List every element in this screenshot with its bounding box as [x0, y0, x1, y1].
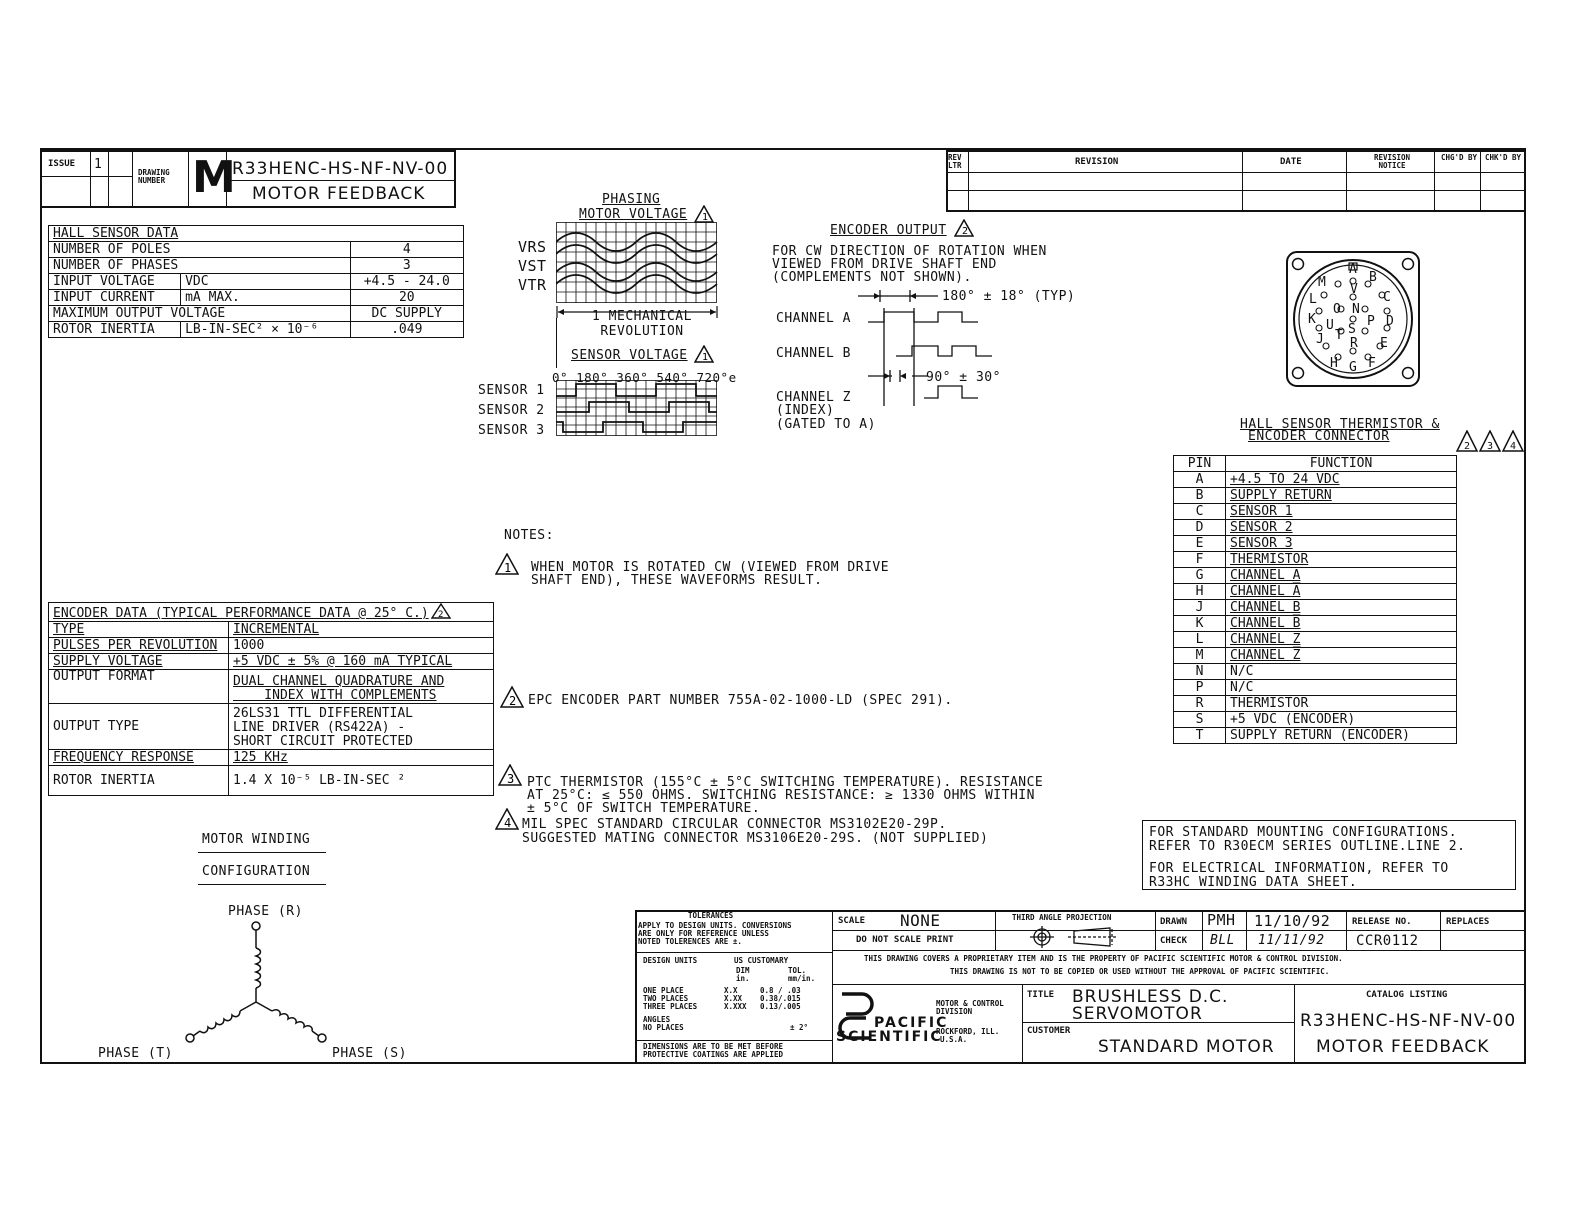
degree-scale: 0° 180° 360° 540° 720°e — [552, 370, 737, 385]
standard-note-2: REFER TO R30ECM SERIES OUTLINE.LINE 2. — [1149, 839, 1466, 854]
warning-icon — [954, 219, 974, 237]
hall-label: INPUT VOLTAGE — [49, 274, 181, 290]
vtr-label: VTR — [518, 276, 547, 294]
function-cell: SUPPLY RETURN — [1226, 488, 1457, 504]
function-cell: CHANNEL Z — [1226, 632, 1457, 648]
dimension-180: 180° ± 18° (TYP) — [942, 289, 1076, 304]
function-cell: CHANNEL B — [1226, 600, 1457, 616]
hall-label: MAXIMUM OUTPUT VOLTAGE — [49, 306, 351, 322]
third-angle-projection-icon — [1030, 926, 1122, 948]
svg-text:P: P — [1367, 314, 1375, 329]
mechanical-revolution-label: 1 MECHANICAL REVOLUTION — [592, 309, 692, 339]
design-units-label: DESIGN UNITS — [643, 956, 698, 965]
no-scale-label: DO NOT SCALE PRINT — [856, 935, 954, 945]
function-cell: N/C — [1226, 680, 1457, 696]
hall-value: DC SUPPLY — [350, 306, 463, 322]
date-header: DATE — [1280, 157, 1302, 167]
table-row — [1174, 728, 1457, 744]
check-by: BLL — [1210, 933, 1235, 948]
three-places-label: THREE PLACES — [643, 1002, 698, 1011]
svg-text:S: S — [1348, 322, 1356, 337]
table-row — [1174, 712, 1457, 728]
tol-angles: ± 2° — [790, 1023, 809, 1032]
hall-value: 4 — [350, 242, 463, 258]
phasing-title: PHASING — [602, 192, 661, 207]
svg-text:4: 4 — [1510, 441, 1517, 452]
hall-unit: mA MAX. — [181, 290, 350, 306]
x3-format: X.XXX — [724, 1002, 747, 1011]
svg-text:D: D — [1386, 314, 1394, 329]
encoder-desc-3: (COMPLEMENTS NOT SHOWN). — [772, 270, 972, 285]
tol-1: 0.8 / .03 — [760, 986, 801, 995]
standard-note-3: FOR ELECTRICAL INFORMATION, REFER TO — [1149, 861, 1449, 876]
tolerances-title: TOLERANCES — [688, 911, 734, 920]
catalog-label: CATALOG LISTING — [1366, 990, 1448, 1000]
hall-unit: VDC — [181, 274, 350, 290]
hall-label: NUMBER OF PHASES — [49, 258, 351, 274]
encoder-label: OUTPUT TYPE — [49, 704, 229, 750]
hall-sensor-table — [48, 225, 464, 338]
encoder-label: PULSES PER REVOLUTION — [49, 638, 229, 654]
pin-cell: M — [1174, 648, 1226, 664]
encoder-value: 125 KHz — [229, 750, 494, 766]
table-row — [49, 654, 494, 670]
table-row — [49, 274, 464, 290]
pin-cell: B — [1174, 488, 1226, 504]
hall-value: +4.5 - 24.0 — [350, 274, 463, 290]
connector-title-1: HALL SENSOR THERMISTOR & — [1240, 417, 1440, 432]
pin-cell: G — [1174, 568, 1226, 584]
scale-label: SCALE — [838, 916, 866, 926]
note-1-line-2: SHAFT END), THESE WAVEFORMS RESULT. — [531, 573, 823, 588]
winding-title-2: CONFIGURATION — [202, 864, 311, 879]
encoder-label: FREQUENCY RESPONSE — [49, 750, 229, 766]
table-row — [49, 258, 464, 274]
svg-text:F: F — [1368, 356, 1376, 371]
function-cell: CHANNEL B̅ — [1226, 616, 1457, 632]
sensor-waveforms — [556, 380, 718, 436]
warning-icon — [498, 764, 522, 786]
title-line-1: BRUSHLESS D.C. — [1072, 987, 1229, 1007]
svg-text:1: 1 — [504, 561, 512, 575]
table-row — [1174, 600, 1457, 616]
encoder-value: INCREMENTAL — [229, 622, 494, 638]
svg-text:R: R — [1350, 336, 1358, 351]
svg-text:U: U — [1326, 318, 1334, 333]
two-places-label: TWO PLACES — [643, 994, 689, 1003]
pin-header: PIN — [1174, 456, 1226, 472]
check-label: CHECK — [1160, 936, 1188, 946]
channel-z-index: (INDEX) — [776, 403, 835, 418]
hall-value: 3 — [350, 258, 463, 274]
warning-icon — [431, 603, 451, 619]
function-cell: N/C — [1226, 664, 1457, 680]
standard-note-1: FOR STANDARD MOUNTING CONFIGURATIONS. — [1149, 825, 1458, 840]
table-row — [1174, 680, 1457, 696]
no-places-label: NO PLACES — [643, 1023, 684, 1032]
svg-text:E: E — [1380, 336, 1388, 351]
scale-value: NONE — [900, 911, 941, 930]
motor-voltage-label: MOTOR VOLTAGE — [579, 207, 688, 222]
table-row — [49, 290, 464, 306]
sensor-3-label: SENSOR 3 — [478, 423, 545, 438]
svg-text:M: M — [1318, 275, 1326, 290]
table-row — [1174, 648, 1457, 664]
company-name-1: PACIFIC — [874, 1015, 949, 1031]
table-row — [49, 704, 494, 750]
encoder-value: 1.4 X 10⁻⁵ LB-IN-SEC ² — [229, 766, 494, 796]
chkd-by-header: CHK'D BY — [1484, 153, 1522, 162]
us-customary-label: US CUSTOMARY — [734, 956, 789, 965]
table-row — [49, 766, 494, 796]
dim-note-1: DIMENSIONS ARE TO BE MET BEFORE — [643, 1042, 783, 1051]
drawn-by: PMH — [1207, 911, 1236, 929]
pin-cell: F — [1174, 552, 1226, 568]
tol-note-2: ARE ONLY FOR REFERENCE UNLESS — [638, 929, 769, 938]
drawn-date: 11/10/92 — [1254, 912, 1331, 930]
encoder-desc-2: VIEWED FROM DRIVE SHAFT END — [772, 257, 997, 272]
hall-sensor-title: HALL SENSOR DATA — [49, 226, 464, 242]
table-row — [1174, 552, 1457, 568]
phase-r-label: PHASE (R) — [228, 904, 303, 919]
tol-mm-label: TOL. mm/in. — [788, 966, 816, 983]
table-row — [49, 306, 464, 322]
table-row — [1174, 520, 1457, 536]
svg-text:3: 3 — [1487, 441, 1494, 452]
company-name-2: SCIENTIFIC — [836, 1029, 943, 1045]
pin-cell: S — [1174, 712, 1226, 728]
warning-icon — [500, 686, 524, 708]
function-cell: THERMISTOR — [1226, 552, 1457, 568]
tol-2: 0.38/.015 — [760, 994, 801, 1003]
x2-format: X.XX — [724, 994, 743, 1003]
svg-text:J: J — [1316, 332, 1324, 347]
tol-note-1: APPLY TO DESIGN UNITS. CONVERSIONS — [638, 921, 792, 930]
warning-icons — [1456, 430, 1526, 452]
function-header: FUNCTION — [1226, 456, 1457, 472]
svg-text:1: 1 — [702, 352, 709, 363]
warning-icon — [694, 345, 714, 363]
release-label: RELEASE NO. — [1352, 917, 1412, 927]
note-3-line-2: AT 25°C: ≤ 550 OHMS. SWITCHING RESISTANCE: ≥ 1330 OHMS WITHIN — [527, 788, 1035, 803]
phase-t-label: PHASE (T) — [98, 1046, 173, 1061]
pin-cell: H — [1174, 584, 1226, 600]
encoder-waveforms — [858, 286, 998, 406]
svg-text:4: 4 — [504, 816, 512, 830]
encoder-data-table — [48, 602, 494, 796]
phase-s-label: PHASE (S) — [332, 1046, 407, 1061]
catalog-line-1: R33HENC-HS-NF-NV-00 — [1300, 1011, 1517, 1031]
standard-note-box — [1142, 820, 1516, 890]
connector-title-2: ENCODER CONNECTOR — [1248, 429, 1390, 444]
tol-note-3: NOTED TOLERENCES ARE ±. — [638, 937, 742, 946]
function-cell: +4.5 TO 24 VDC — [1226, 472, 1457, 488]
channel-z-gated: (GATED TO A) — [776, 417, 876, 432]
function-cell: CHANNEL Z̅ — [1226, 648, 1457, 664]
proprietary-2: THIS DRAWING IS NOT TO BE COPIED OR USED WITHOUT THE APPROVAL OF PACIFIC SCIENTIFIC. — [950, 967, 1330, 976]
function-cell: SENSOR 3 — [1226, 536, 1457, 552]
svg-text:O: O — [1333, 302, 1341, 317]
encoder-value: +5 VDC ± 5% @ 160 mA TYPICAL — [229, 654, 494, 670]
encoder-label: ROTOR INERTIA — [49, 766, 229, 796]
hall-unit: LB-IN-SEC² × 10⁻⁶ — [181, 322, 350, 338]
title-line-2: SERVOMOTOR — [1072, 1004, 1203, 1024]
encoder-output-title: ENCODER OUTPUT — [830, 223, 947, 238]
function-cell: SUPPLY RETURN (ENCODER) — [1226, 728, 1457, 744]
size-letter: M — [192, 152, 237, 203]
table-row — [49, 670, 494, 704]
title-label: TITLE — [1027, 990, 1055, 1000]
pin-cell: P — [1174, 680, 1226, 696]
svg-text:3: 3 — [507, 772, 515, 786]
table-row — [1174, 504, 1457, 520]
division-2: DIVISION — [936, 1007, 973, 1016]
table-row — [1174, 616, 1457, 632]
encoder-value: DUAL CHANNEL QUADRATURE AND INDEX WITH COMPLEMENTS — [229, 670, 494, 704]
table-row — [1174, 488, 1457, 504]
hall-label: ROTOR INERTIA — [49, 322, 181, 338]
hall-label: INPUT CURRENT — [49, 290, 181, 306]
svg-text:A: A — [1349, 262, 1357, 277]
dim-note-2: PROTECTIVE COATINGS ARE APPLIED — [643, 1050, 783, 1059]
note-2: EPC ENCODER PART NUMBER 755A-02-1000-LD (SPEC 291). — [528, 693, 953, 708]
table-row — [1174, 536, 1457, 552]
encoder-data-title — [49, 603, 494, 622]
encoder-value: 1000 — [229, 638, 494, 654]
encoder-label: OUTPUT FORMAT — [49, 670, 229, 704]
pin-cell: J — [1174, 600, 1226, 616]
location-1: ROCKFORD, ILL. — [936, 1027, 1000, 1036]
hall-value: 20 — [350, 290, 463, 306]
function-cell: CHANNEL A — [1226, 568, 1457, 584]
svg-text:V: V — [1350, 282, 1358, 297]
part-description: MOTOR FEEDBACK — [252, 184, 426, 204]
note-1-line-1: WHEN MOTOR IS ROTATED CW (VIEWED FROM DRIVE — [531, 560, 890, 575]
pin-cell: N — [1174, 664, 1226, 680]
table-row — [1174, 584, 1457, 600]
svg-text:G: G — [1349, 360, 1357, 375]
wye-winding-icon — [180, 918, 340, 1048]
part-number: R33HENC-HS-NF-NV-00 — [232, 159, 449, 179]
svg-text:L: L — [1309, 292, 1317, 307]
hall-value: .049 — [350, 322, 463, 338]
note-3-line-3: ± 5°C OF SWITCH TEMPERATURE. — [527, 801, 761, 816]
svg-text:2: 2 — [962, 226, 969, 237]
encoder-data-title-text: ENCODER DATA (TYPICAL PERFORMANCE DATA @ 25° C.) — [53, 606, 429, 621]
function-cell: SENSOR 1 — [1226, 504, 1457, 520]
note-3-line-1: PTC THERMISTOR (155°C ± 5°C SWITCHING TEMPERATURE). RESISTANCE — [527, 775, 1044, 790]
svg-text:T: T — [1335, 328, 1343, 343]
revision-header: REVISION — [1075, 157, 1119, 167]
dimension-90: 90° ± 30° — [926, 370, 1001, 385]
replaces-label: REPLACES — [1446, 917, 1490, 927]
pin-cell: C — [1174, 504, 1226, 520]
svg-text:2: 2 — [509, 694, 517, 708]
warning-icon — [694, 205, 714, 223]
encoder-value: 26LS31 TTL DIFFERENTIAL LINE DRIVER (RS422A) - SHORT CIRCUIT PROTECTED — [229, 704, 494, 750]
revision-notice-header: REVISION NOTICE — [1373, 153, 1411, 170]
svg-text:2: 2 — [1464, 441, 1471, 452]
function-cell: CHANNEL A̅ — [1226, 584, 1457, 600]
warning-icon — [495, 553, 519, 575]
pin-cell: L — [1174, 632, 1226, 648]
vrs-label: VRS — [518, 238, 547, 256]
drawn-label: DRAWN — [1160, 917, 1188, 927]
table-row — [49, 638, 494, 654]
sensor-voltage-label: SENSOR VOLTAGE — [571, 348, 688, 363]
check-date: 11/11/92 — [1258, 933, 1325, 948]
pin-cell: T — [1174, 728, 1226, 744]
chgd-by-header: CHG'D BY — [1440, 153, 1478, 162]
svg-text:B: B — [1369, 270, 1377, 285]
pin-cell: D — [1174, 520, 1226, 536]
third-angle-label: THIRD ANGLE PROJECTION — [1012, 913, 1112, 922]
issue-number: 1 — [94, 157, 103, 172]
svg-text:2: 2 — [437, 610, 444, 619]
drawing-number-label: DRAWING NUMBER — [138, 168, 170, 185]
channel-b-label: CHANNEL B — [776, 346, 851, 361]
svg-text:C: C — [1383, 290, 1391, 305]
table-row — [1174, 472, 1457, 488]
svg-text:K: K — [1308, 312, 1316, 327]
warning-icon — [495, 808, 519, 830]
table-row — [49, 242, 464, 258]
pin-cell: A — [1174, 472, 1226, 488]
table-row — [49, 622, 494, 638]
channel-a-label: CHANNEL A — [776, 311, 851, 326]
vst-label: VST — [518, 257, 547, 275]
function-cell: THERMISTOR — [1226, 696, 1457, 712]
motor-voltage-waveforms — [556, 222, 718, 304]
pin-cell: R — [1174, 696, 1226, 712]
note-4-line-1: MIL SPEC STANDARD CIRCULAR CONNECTOR MS3102E20-29P. — [522, 817, 947, 832]
customer-value: STANDARD MOTOR — [1098, 1037, 1275, 1057]
table-row — [1174, 632, 1457, 648]
pin-function-table — [1173, 455, 1457, 744]
pin-cell: E — [1174, 536, 1226, 552]
svg-text:N: N — [1352, 302, 1360, 317]
note-4-line-2: SUGGESTED MATING CONNECTOR MS3106E20-29S. (NOT SUPPLIED) — [522, 831, 989, 846]
function-cell: +5 VDC (ENCODER) — [1226, 712, 1457, 728]
winding-title-1: MOTOR WINDING — [202, 832, 311, 847]
svg-text:H: H — [1330, 356, 1338, 371]
customer-label: CUSTOMER — [1027, 1026, 1071, 1036]
table-row — [49, 322, 464, 338]
standard-note-4: R33HC WINDING DATA SHEET. — [1149, 875, 1358, 890]
rev-ltr-header: REV LTR — [948, 153, 962, 170]
notes-title: NOTES: — [504, 528, 554, 543]
issue-label: ISSUE — [48, 159, 76, 169]
sensor-1-label: SENSOR 1 — [478, 383, 545, 398]
one-place-label: ONE PLACE — [643, 986, 684, 995]
connector-icon — [1286, 251, 1420, 387]
sensor-2-label: SENSOR 2 — [478, 403, 545, 418]
angles-label: ANGLES — [643, 1015, 671, 1024]
catalog-line-2: MOTOR FEEDBACK — [1316, 1037, 1490, 1057]
table-row — [1174, 664, 1457, 680]
encoder-label: TYPE — [49, 622, 229, 638]
channel-z-label: CHANNEL Z — [776, 390, 851, 405]
location-2: U.S.A. — [940, 1035, 968, 1044]
division-1: MOTOR & CONTROL — [936, 999, 1004, 1008]
proprietary-1: THIS DRAWING COVERS A PROPRIETARY ITEM AND IS THE PROPERTY OF PACIFIC SCIENTIFIC MOTOR & CONTROL DIVISION. — [864, 954, 1343, 963]
hall-label: NUMBER OF POLES — [49, 242, 351, 258]
encoder-desc-1: FOR CW DIRECTION OF ROTATION WHEN — [772, 244, 1047, 259]
release-number: CCR0112 — [1356, 933, 1419, 949]
svg-text:1: 1 — [702, 212, 709, 223]
dim-in-label: DIM in. — [736, 966, 750, 983]
pin-cell: K — [1174, 616, 1226, 632]
table-row — [1174, 696, 1457, 712]
tol-3: 0.13/.005 — [760, 1002, 801, 1011]
table-row — [49, 750, 494, 766]
table-row — [1174, 568, 1457, 584]
encoder-label: SUPPLY VOLTAGE — [49, 654, 229, 670]
x1-format: X.X — [724, 986, 738, 995]
function-cell: SENSOR 2 — [1226, 520, 1457, 536]
